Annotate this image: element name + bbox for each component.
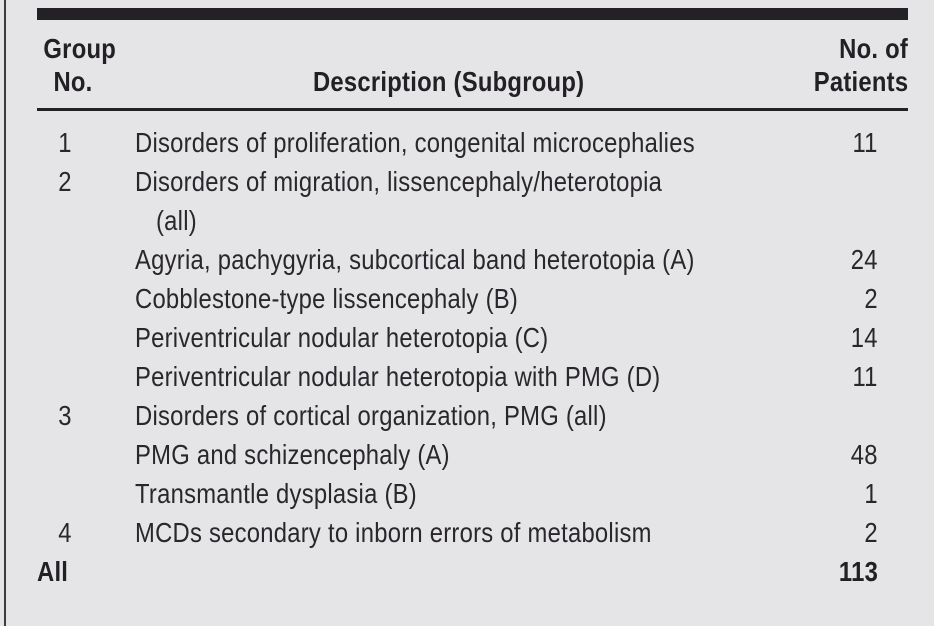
description-line: [135, 474, 789, 513]
classification-table: [37, 8, 908, 591]
description-text: Disorders of cortical organization, PMG (all): [135, 400, 607, 431]
mcd-groups-table: [37, 20, 908, 591]
table-top-rule: [37, 8, 908, 20]
group-no-cell: [37, 279, 109, 318]
description-line: [135, 201, 789, 240]
description-cell: [109, 162, 789, 240]
table-row: [37, 435, 908, 474]
total-row: [37, 552, 908, 591]
description-line: [135, 123, 789, 162]
group-no-cell: [37, 474, 109, 513]
group-no-cell: [37, 240, 109, 279]
description-text: MCDs secondary to inborn errors of metabolism: [135, 517, 652, 548]
description-text: Disorders of proliferation, congenital microcephalies: [135, 127, 695, 158]
column-header-patients: [789, 20, 908, 110]
group-no-cell: [37, 396, 109, 435]
description-cell: [109, 318, 789, 357]
header-row: [37, 20, 908, 110]
group-no-cell: [37, 513, 109, 552]
description-cell: [109, 396, 789, 435]
group-no-cell: [37, 552, 109, 591]
description-text: Periventricular nodular heterotopia with PMG (D): [135, 361, 661, 392]
description-line: [135, 435, 789, 474]
group-no-cell: [37, 318, 109, 357]
patients-cell: [789, 552, 908, 591]
patients-count: 14: [851, 322, 878, 353]
patients-count: 1: [864, 478, 878, 509]
group-no-cell: [37, 357, 109, 396]
patients-cell: [789, 110, 908, 163]
table-body: [37, 110, 908, 592]
description-line: [135, 240, 789, 279]
header-patients-line1: No. of: [839, 33, 908, 64]
patients-count: 24: [851, 244, 878, 275]
group-no-text: 1: [58, 127, 72, 158]
description-text: Periventricular nodular heterotopia (C): [135, 322, 549, 353]
patients-count: 2: [864, 517, 878, 548]
table-row: [37, 162, 908, 240]
table-row: [37, 110, 908, 163]
table-row: [37, 279, 908, 318]
patients-cell: [789, 513, 908, 552]
table-row: [37, 474, 908, 513]
group-no-cell: [37, 435, 109, 474]
header-description-label: Description (Subgroup): [313, 66, 585, 97]
description-cell: [109, 279, 789, 318]
description-text: PMG and schizencephaly (A): [135, 439, 450, 470]
patients-cell: [789, 279, 908, 318]
description-cell: [109, 552, 789, 591]
description-text: (all): [156, 205, 197, 236]
description-line: [135, 318, 789, 357]
group-no-text: All: [37, 556, 69, 587]
patients-count: 11: [852, 127, 878, 158]
patients-cell: [789, 435, 908, 474]
group-no-text: 4: [58, 517, 72, 548]
patients-count: 11: [852, 361, 878, 392]
table-row: [37, 357, 908, 396]
description-line: [135, 357, 789, 396]
patients-cell: [789, 474, 908, 513]
group-no-cell: [37, 162, 109, 240]
table-row: [37, 318, 908, 357]
header-group-line2: No.: [53, 66, 93, 97]
description-line: [135, 162, 789, 201]
page-edge-rule: [4, 0, 6, 626]
description-line: [135, 513, 789, 552]
description-line: [135, 396, 789, 435]
description-cell: [109, 474, 789, 513]
patients-count: 48: [851, 439, 878, 470]
table-header: [37, 20, 908, 110]
description-line: [135, 279, 789, 318]
patients-count: 2: [864, 283, 878, 314]
description-cell: [109, 240, 789, 279]
table-row: [37, 513, 908, 552]
description-cell: [109, 357, 789, 396]
column-header-group-no: [37, 20, 117, 110]
group-no-text: 3: [58, 400, 72, 431]
group-no-cell: [37, 110, 109, 163]
column-header-description: [109, 20, 789, 110]
description-text: Cobblestone-type lissencephaly (B): [135, 283, 519, 314]
description-cell: [109, 110, 789, 163]
patients-count: 113: [838, 556, 878, 587]
patients-cell: [789, 357, 908, 396]
description-text: Disorders of migration, lissencephaly/heterotopia: [135, 166, 663, 197]
patients-cell: [789, 396, 908, 435]
group-no-text: 2: [58, 166, 72, 197]
patients-cell: [789, 240, 908, 279]
description-cell: [109, 513, 789, 552]
table-row: [37, 240, 908, 279]
description-text: Agyria, pachygyria, subcortical band heterotopia (A): [135, 244, 695, 275]
patients-cell: [789, 162, 908, 240]
header-group-line1: Group: [43, 33, 117, 64]
header-patients-line2: Patients: [813, 66, 908, 97]
patients-cell: [789, 318, 908, 357]
table-row: [37, 396, 908, 435]
description-text: Transmantle dysplasia (B): [135, 478, 417, 509]
description-cell: [109, 435, 789, 474]
